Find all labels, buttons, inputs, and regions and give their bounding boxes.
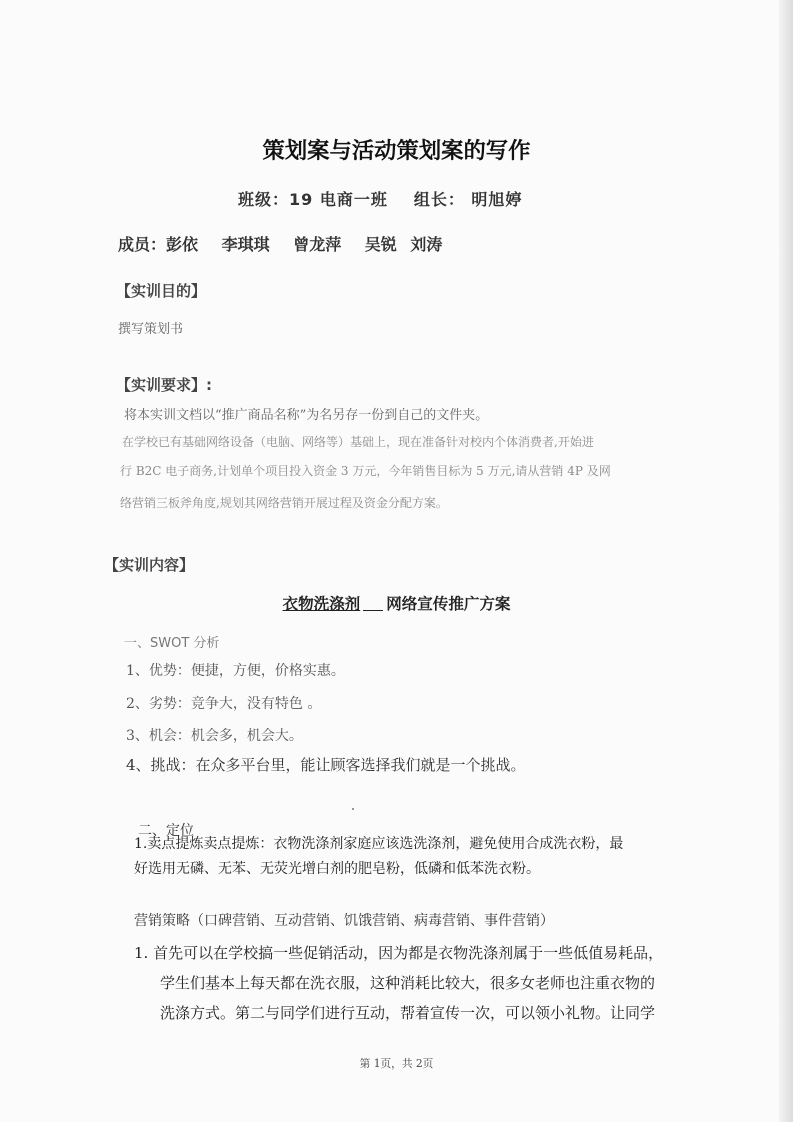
member-name: 曾龙萍 bbox=[293, 235, 342, 254]
marketing-line: 1. 首先可以在学校搞一些促销活动，因为都是衣物洗涤剂属于一些低值易耗品， bbox=[134, 944, 664, 962]
class-leader-line bbox=[238, 187, 522, 210]
requirement-line: 络营销三板斧角度,规划其网络营销开展过程及资金分配方案。 bbox=[120, 496, 448, 510]
member-name: 刘涛 bbox=[410, 235, 443, 254]
purpose-text: 撰写策划书 bbox=[118, 322, 184, 337]
class-label: 班级：19 电商一班 bbox=[238, 190, 388, 209]
plan-title-text: 网络宣传推广方案 bbox=[386, 595, 511, 613]
page-footer: 第 1页，共 2页 bbox=[359, 1057, 434, 1070]
members-line bbox=[118, 232, 460, 255]
section-heading-content: 【实训内容】 bbox=[104, 556, 195, 574]
section-heading-requirements: 【实训要求】: bbox=[116, 376, 212, 394]
positioning-line: 好选用无磷、无苯、无荧光增白剂的肥皂粉，低磷和低苯洗衣粉。 bbox=[134, 861, 540, 877]
members-label: 成员：彭依 bbox=[118, 235, 199, 254]
scan-speck bbox=[352, 808, 354, 810]
requirement-line: 在学校已有基础网络设备（电脑、网络等）基础上，现在准备针对校内个体消费者,开始进 bbox=[122, 435, 594, 449]
member-name: 吴锐 bbox=[364, 235, 397, 254]
swot-heading: 一、SWOT 分析 bbox=[124, 636, 220, 651]
swot-item: 1、优势：便捷，方便，价格实惠。 bbox=[126, 663, 345, 679]
member-name: 李琪琪 bbox=[221, 235, 270, 254]
swot-item: 4、挑战：在众多平台里，能让顾客选择我们就是一个挑战。 bbox=[126, 756, 526, 774]
section-heading-purpose: 【实训目的】 bbox=[116, 282, 207, 300]
swot-item: 2、劣势：竞争大，没有特色 。 bbox=[126, 696, 322, 712]
plan-product: 衣物洗涤剂 bbox=[282, 595, 361, 613]
marketing-line: 洗涤方式。第二与同学们进行互动，帮着宣传一次，可以领小礼物。让同学 bbox=[160, 1004, 656, 1022]
positioning-heading: 二、定位 bbox=[138, 823, 194, 839]
underline-blank bbox=[363, 596, 383, 611]
requirement-line: 将本实训文档以“推广商品名称”为名另存一份到自己的文件夹。 bbox=[124, 408, 489, 423]
swot-item: 3、机会：机会多，机会大。 bbox=[126, 728, 303, 744]
leader-label: 组长： 明旭婷 bbox=[413, 190, 523, 209]
plan-title bbox=[0, 592, 793, 614]
positioning-line: 1.卖点提炼卖点提炼：衣物洗涤剂家庭应该选洗涤剂，避免使用合成洗衣粉，最 bbox=[134, 836, 624, 852]
scan-edge-shadow bbox=[779, 0, 793, 1122]
document-title: 策划案与活动策划案的写作 bbox=[262, 138, 531, 164]
marketing-heading: 营销策略（口碑营销、互动营销、饥饿营销、病毒营销、事件营销） bbox=[134, 913, 554, 929]
requirement-line: 行 B2C 电子商务,计划单个项目投入资金 3 万元，今年销售目标为 5 万元,请从营销 4P 及网 bbox=[120, 464, 611, 478]
marketing-line: 学生们基本上每天都在洗衣服，这种消耗比较大，很多女老师也注重衣物的 bbox=[160, 974, 656, 992]
